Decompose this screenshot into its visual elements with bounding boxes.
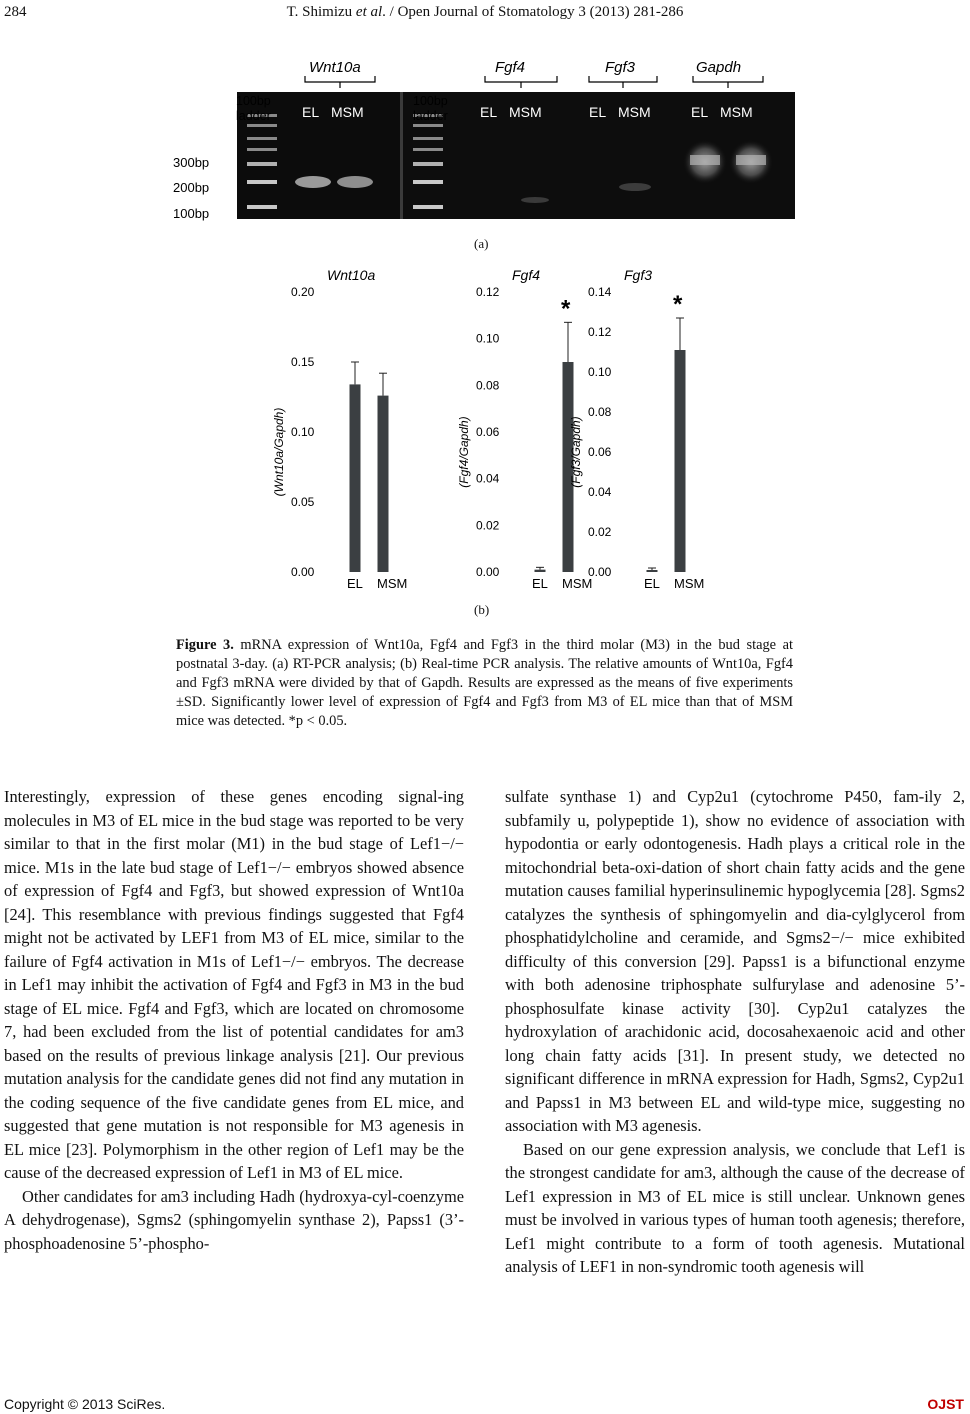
y-tick-label: 0.04 — [476, 471, 500, 486]
size-marker-300bp: 300bp — [173, 155, 210, 170]
chart-title: Wnt10a — [327, 267, 376, 283]
page-number: 284 — [4, 4, 27, 20]
ladder-label-right-2: ladder — [413, 109, 448, 123]
y-tick-label: 0.10 — [588, 365, 612, 379]
gel-gene-label-gapdh: Gapdh — [696, 59, 742, 76]
x-tick-label: MSM — [562, 576, 593, 591]
gel-gene-label-fgf3: Fgf3 — [605, 59, 636, 76]
gel-gene-label-fgf4: Fgf4 — [495, 59, 526, 76]
running-head-journal: . / Open Journal of Stomatology 3 (2013) 281-286 — [382, 4, 684, 20]
running-head-etal: et al — [355, 4, 383, 20]
right-paragraph-1: sulfate synthase 1) and Cyp2u1 (cytochrome P450, fam-ily 2, subfamily u, polypeptide 1), show no evidence of association with hypodontia or early odontogenesis. Hadh plays a critical role in the mitochondrial beta-oxi-dation of short chain fatty acids and the gene mutation causes familial hyperinsulinemic hypoglycemia [28]. Sgms2 catalyzes the synthesis of sphingomyelin and dia-cylglycerol from phosphatidylcholine and ceramide, and Sgms2−/− mice exhibited difficulty of this conversion [29]. Papss1 is a bifunctional enzyme with both adenosine triphosphate sulfurylase and adenosine 5’-phosphosulfate kinase activity [30]. Cyp2u1 catalyzes the hydroxylation of arachidonic acid, docosahexaenoic acid and other long chain fatty acids [31]. In present study, we detected no significant difference in mRNA expression for Hadh, Sgms2, Cyp2u1 and Papss1 in M3 between EL and wild-type mice, suggesting no association with M3 agenesis. — [505, 787, 965, 1135]
y-tick-label: 0.06 — [476, 425, 500, 439]
y-tick-label: 0.08 — [588, 405, 612, 419]
bar-charts — [260, 262, 710, 602]
significance-marker: * — [561, 295, 571, 323]
lane-label-msm: MSM — [618, 104, 651, 120]
y-tick-label: 0.02 — [476, 518, 500, 533]
x-tick-label: EL — [532, 576, 548, 591]
y-axis-label: (Wnt10a/Gapdh) — [272, 407, 286, 497]
y-tick-label: 0.00 — [588, 565, 612, 579]
ladder-label-left-1: 100bp — [236, 94, 271, 108]
y-axis-label: (Fgf3/Gapdh) — [569, 416, 583, 488]
y-tick-label: 0.20 — [291, 285, 315, 299]
y-tick-label: 0.04 — [588, 485, 612, 499]
x-tick-label: MSM — [377, 576, 408, 591]
bar-msm — [378, 396, 389, 572]
bar-el — [535, 570, 546, 572]
chart-title: Fgf4 — [512, 267, 541, 283]
lane-label-el: EL — [480, 104, 498, 120]
lane-label-el: EL — [691, 104, 709, 120]
lane-label-msm: MSM — [720, 104, 753, 120]
x-tick-label: EL — [347, 576, 363, 591]
panel-a-label: (a) — [474, 236, 489, 251]
y-tick-label: 0.14 — [588, 285, 612, 299]
left-paragraph-1: Interestingly, expression of these genes encoding signal-ing molecules in M3 of EL mice in the bud stage was reported to be very similar to that in the first molar (M1) in the bud stage of Lef1−/− mice. M1s in the late bud stage of Lef1−/− embryos showed absence of expression of Fgf4 and Fgf3, but showed expression of Wnt10a [24]. This resemblance with previous findings suggested that Fgf4 might not be activated by LEF1 from M3 of EL mice, similar to the failure of Fgf4 activation in M1s of Lef1−/− embryos. The decrease in Lef1 may inhibit the activation of Fgf4 and Fgf3 in M3 in the bud stage of EL mice. Fgf4 and Fgf3, which are located on chromosome 7, had been excluded from the list of potential candidates for am3 based on the results of previous linkage analysis [21]. Our previous mutation analysis for the candidate genes did not find any mutation in the coding sequence of the five candidate genes from EL mice, and suggested that gene mutation is not responsible for M3 agenesis in EL mice [23]. Polymorphism in the other region of Lef1 may be the cause of the decreased expression of Lef1 in M3 of EL mice. — [4, 787, 464, 1182]
caption-text: mRNA expression of Wnt10a, Fgf4 and Fgf3 in the third molar (M3) in the bud stage at postnatal 3-day. (a) RT-PCR analysis; (b) Real-time PCR analysis. The relative amounts of Wnt10a, Fgf4 and Fgf3 mRNA were divided by that of Gapdh. Results are expressed as the means of five experiments ±SD. Significantly lower level of expression of Fgf4 and Fgf3 from M3 of EL mice than that of MSM mice was detected. *p < 0.05. — [176, 637, 793, 729]
bar-el — [350, 384, 361, 572]
ladder-label-right-1: 100bp — [413, 94, 448, 108]
right-column — [505, 785, 965, 1279]
lane-label-msm: MSM — [509, 104, 542, 120]
lane-label-el: EL — [302, 104, 320, 120]
y-tick-label: 0.00 — [291, 565, 315, 579]
y-axis-label: (Fgf4/Gapdh) — [457, 416, 471, 488]
running-head-authors: T. Shimizu — [286, 4, 356, 20]
y-tick-label: 0.00 — [476, 565, 500, 579]
caption-label: Figure 3. — [176, 637, 234, 653]
y-tick-label: 0.10 — [476, 331, 500, 346]
x-tick-label: EL — [644, 576, 660, 591]
y-tick-label: 0.10 — [291, 425, 315, 439]
running-head — [0, 4, 970, 21]
footer-journal: OJST — [927, 1396, 964, 1412]
panel-b-label: (b) — [474, 602, 490, 617]
significance-marker: * — [673, 291, 683, 318]
lane-label-msm: MSM — [331, 104, 364, 120]
left-column — [4, 785, 464, 1255]
ladder-label-left-2: ladder — [236, 109, 271, 123]
gel-figure — [165, 52, 805, 237]
y-tick-label: 0.15 — [291, 355, 315, 369]
y-tick-label: 0.08 — [476, 378, 500, 393]
chart-title: Fgf3 — [624, 267, 653, 283]
lane-label-el: EL — [589, 104, 607, 120]
right-paragraph-2: Based on our gene expression analysis, we conclude that Lef1 is the strongest candidate for am3, although the cause of the decrease of Lef1 expression in M3 of EL mice is still unclear. Unknown genes must be involved in various types of human tooth agenesis; therefore, Lef1 might contribute to a form of tooth agenesis. Mutational analysis of LEF1 in non-syndromic tooth agenesis will — [505, 1139, 965, 1276]
left-paragraph-2: Other candidates for am3 including Hadh (hydroxya-cyl-coenzyme A dehydrogenase), Sgms2 (sphingomyelin synthase 2), Papss1 (3’-phosphoadenosine 5’-phospho- — [4, 1186, 464, 1253]
size-marker-200bp: 200bp — [173, 180, 210, 195]
y-tick-label: 0.12 — [476, 285, 500, 299]
x-tick-label: MSM — [674, 576, 705, 591]
y-tick-label: 0.02 — [588, 525, 612, 539]
y-tick-label: 0.06 — [588, 445, 612, 459]
gel-gene-label-wnt10a: Wnt10a — [309, 59, 361, 76]
size-marker-100bp: 100bp — [173, 206, 210, 221]
bar-el — [647, 570, 658, 572]
y-tick-label: 0.05 — [291, 495, 315, 509]
bar-msm — [675, 350, 686, 572]
footer-copyright: Copyright © 2013 SciRes. — [4, 1396, 166, 1412]
figure-caption — [176, 636, 793, 731]
y-tick-label: 0.12 — [588, 325, 612, 339]
